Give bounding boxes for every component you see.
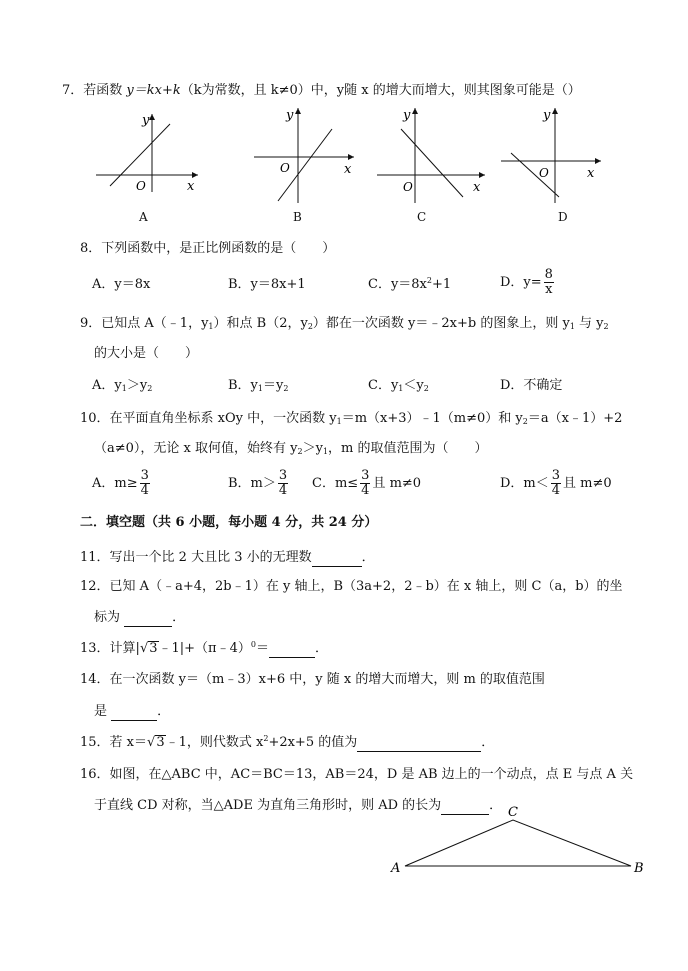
q9-t4: 与 y: [574, 316, 604, 331]
q10-d-text: D．m＜: [500, 476, 549, 491]
q10-c-fraction: [360, 469, 370, 498]
q16-line1: 16．如图，在△ABC 中，AC＝BC＝13，AB＝24，D 是 AB 边上的一个动点，点 E 与点 A 关: [80, 767, 634, 782]
q10-a-num: 3: [140, 468, 149, 483]
q7-stem: [62, 82, 581, 100]
q8-d-numerator: 8: [544, 267, 553, 282]
q13-exp: 0: [250, 640, 256, 649]
q16-triangle-figure: [385, 802, 655, 882]
q10-option-d: [500, 469, 612, 498]
q7-a-origin-label: O: [136, 179, 146, 193]
q11-end: ．: [361, 550, 375, 565]
q10-t2: ＝m（x+3）﹣1（m≠0）和 y: [341, 411, 523, 426]
q15-t3: +2x+5 的值为: [268, 735, 358, 750]
q7-graph-a-label: A: [139, 210, 148, 224]
q10-t6: ，m 的取值范围为（ ）: [328, 441, 488, 456]
q9-b-s1: 1: [257, 384, 263, 393]
q9-b-t1: B．y: [228, 378, 258, 393]
q9-option-d: D．不确定: [500, 378, 563, 393]
q10-d-den: 4: [551, 483, 561, 498]
q9-option-b: [228, 377, 288, 395]
q10-b-fraction: [278, 469, 288, 498]
q9-t2: ）和点 B（2，y: [213, 316, 308, 331]
q13-t2: ﹣1|+（π﹣4）: [158, 641, 251, 656]
q12-line2: [94, 609, 185, 627]
q13-t3: ＝: [255, 641, 269, 656]
q10-s4: 1: [322, 447, 329, 456]
q13-radicand: 3: [149, 641, 158, 656]
q11: [80, 549, 375, 567]
q10-option-b: [228, 469, 290, 498]
q10-c-text: C．m≤: [312, 476, 359, 491]
q9-a-s1: 1: [121, 384, 127, 393]
q9-t3: ）都在一次函数 y＝﹣2x+b 的图象上，则 y: [312, 316, 570, 331]
q9-s3: 1: [569, 322, 575, 331]
q8-d-fraction: [544, 268, 554, 297]
q10-c-num: 3: [361, 468, 370, 483]
q9-a-s2: 2: [147, 384, 153, 393]
q12-text: 标为: [94, 610, 125, 625]
q9-s1: 1: [208, 322, 214, 331]
q10-t5: ＞y: [302, 441, 323, 456]
q15-t1: 15．若 x＝: [80, 735, 148, 750]
q13-t1: 13．计算|: [80, 641, 140, 656]
q11-text: 11．写出一个比 2 大且比 3 小的无理数: [80, 550, 312, 565]
q7-graph-d-label: D: [558, 210, 568, 224]
q16-vertex-a: A: [391, 861, 401, 876]
q15-end: ．: [481, 735, 495, 750]
q7-graph-c-label: C: [417, 210, 427, 224]
q14-text: 是: [94, 704, 112, 719]
q8-stem: 8．下列函数中，是正比例函数的是（ ）: [80, 241, 336, 256]
q7-c-origin-label: O: [403, 180, 413, 194]
q7-b-origin-label: O: [280, 161, 290, 175]
q10-d-tail: 且 m≠0: [563, 476, 612, 491]
q10-line2: [94, 440, 488, 458]
q10-c-den: 4: [361, 483, 370, 498]
q7-function: y＝kx+k: [126, 83, 181, 98]
q8-option-b: B．y＝8x+1: [228, 277, 306, 292]
q14-end: ．: [157, 704, 171, 719]
q10-b-num: 3: [278, 468, 288, 483]
q15-t2: ﹣1，则代数式 x: [165, 735, 264, 750]
q7-d-x-label: x: [587, 166, 595, 181]
q14-line2: [94, 703, 170, 721]
q7-graph-c: [373, 105, 488, 205]
q13-end: ．: [314, 641, 328, 656]
q10-s2: 2: [522, 417, 528, 426]
q7-b-y-label: y: [286, 108, 294, 123]
q10-option-a: [92, 469, 152, 498]
q14-line1: 14．在一次函数 y＝（m﹣3）x+6 中，y 随 x 的增大而增大，则 m 的取值范围: [80, 672, 545, 687]
q13-answer-blank: [269, 643, 315, 658]
q7-c-y-label: y: [403, 108, 411, 123]
q7-a-y-label: y: [142, 113, 150, 128]
q10-c-tail: 且 m≠0: [372, 476, 422, 491]
q8-option-a: A．y＝8x: [92, 277, 151, 292]
q10-b-den: 4: [278, 483, 288, 498]
q15-answer-blank: [357, 737, 481, 752]
q15-sqrt: √3: [147, 735, 165, 750]
q13: [80, 640, 328, 658]
q13-sqrt: √3: [139, 641, 158, 656]
q8-c-exp: 2: [426, 276, 432, 285]
q8-d-text: D．y=: [500, 275, 542, 290]
q10-t1: 10．在平面直角坐标系 xOy 中，一次函数 y: [80, 411, 337, 426]
q10-t3: ＝a（x﹣1）+2: [527, 411, 623, 426]
q9-s4: 2: [603, 322, 609, 331]
q7-rest: y随 x 的增大而增大，则其图象可能是（）: [336, 83, 581, 98]
q15: [80, 734, 494, 752]
q9-c-t1: C．y: [368, 378, 399, 393]
q16-text: 于直线 CD 对称，当△ADE 为直角三角形时，则 AD 的长为: [94, 798, 442, 813]
q8-option-d: [500, 268, 556, 297]
q7-graph-d: [497, 105, 607, 205]
q8-d-denominator: x: [545, 282, 553, 297]
q8-c-tail: +1: [432, 277, 452, 292]
q10-option-c: [312, 469, 421, 498]
q7-d-y-label: y: [543, 108, 551, 123]
q10-s3: 2: [297, 447, 303, 456]
q7-graph-b-label: B: [293, 210, 302, 224]
q16-vertex-b: B: [634, 861, 644, 876]
q9-line1: [80, 315, 609, 333]
q7-a-x-label: x: [187, 179, 195, 194]
q9-c-s1: 1: [398, 384, 404, 393]
q7-b-x-label: x: [344, 162, 352, 177]
q9-b-op: ＝y: [263, 378, 284, 393]
q10-b-text: B．m＞: [228, 476, 276, 491]
q16-end: ．: [489, 798, 503, 813]
q9-option-a: [92, 377, 152, 395]
q7-prefix: 7．若函数: [62, 83, 127, 98]
section-2-heading: 二．填空题（共 6 小题，每小题 4 分，共 24 分）: [80, 515, 378, 530]
q9-a-op: ＞y: [126, 378, 148, 393]
q14-answer-blank: [111, 706, 157, 721]
q7-c-x-label: x: [473, 180, 481, 195]
q12-end: ．: [172, 610, 186, 625]
q7-graph-b: [250, 105, 360, 205]
q12-line1: 12．已知 A（﹣a+4，2b﹣1）在 y 轴上，B（3a+2，2﹣b）在 x 轴上，则 C（a，b）的坐: [80, 579, 623, 594]
q9-line2: 的大小是（ ）: [94, 346, 199, 361]
q12-answer-blank: [124, 612, 172, 627]
q10-a-text: A．m≥: [92, 476, 138, 491]
q10-d-num: 3: [551, 468, 561, 483]
q9-c-s2: 2: [423, 384, 429, 393]
q9-a-t1: A．y: [92, 378, 122, 393]
q9-t1: 9．已知点 A（﹣1，y: [80, 316, 209, 331]
q9-option-c: [368, 377, 429, 395]
q10-a-den: 4: [140, 483, 149, 498]
q10-t4: （a≠0），无论 x 取何值，始终有 y: [94, 441, 298, 456]
q9-s2: 2: [307, 322, 313, 331]
q9-b-s2: 2: [283, 384, 289, 393]
q16-vertex-c: C: [508, 805, 518, 820]
q9-c-op: ＜y: [403, 378, 424, 393]
q15-radicand: 3: [156, 735, 165, 750]
q10-a-fraction: [140, 469, 150, 498]
q7-d-origin-label: O: [539, 166, 549, 180]
q11-answer-blank: [312, 552, 362, 567]
q10-s1: 1: [336, 417, 342, 426]
q10-line1: [80, 410, 622, 428]
q15-exp: 2: [263, 734, 269, 743]
q7-paren: （k为常数，且 k≠0）中，: [180, 83, 337, 98]
q7-graph-a: [92, 110, 202, 195]
q10-d-fraction: [551, 469, 561, 498]
q8-c-text: C．y＝8x: [368, 277, 427, 292]
q8-option-c: [368, 276, 451, 294]
